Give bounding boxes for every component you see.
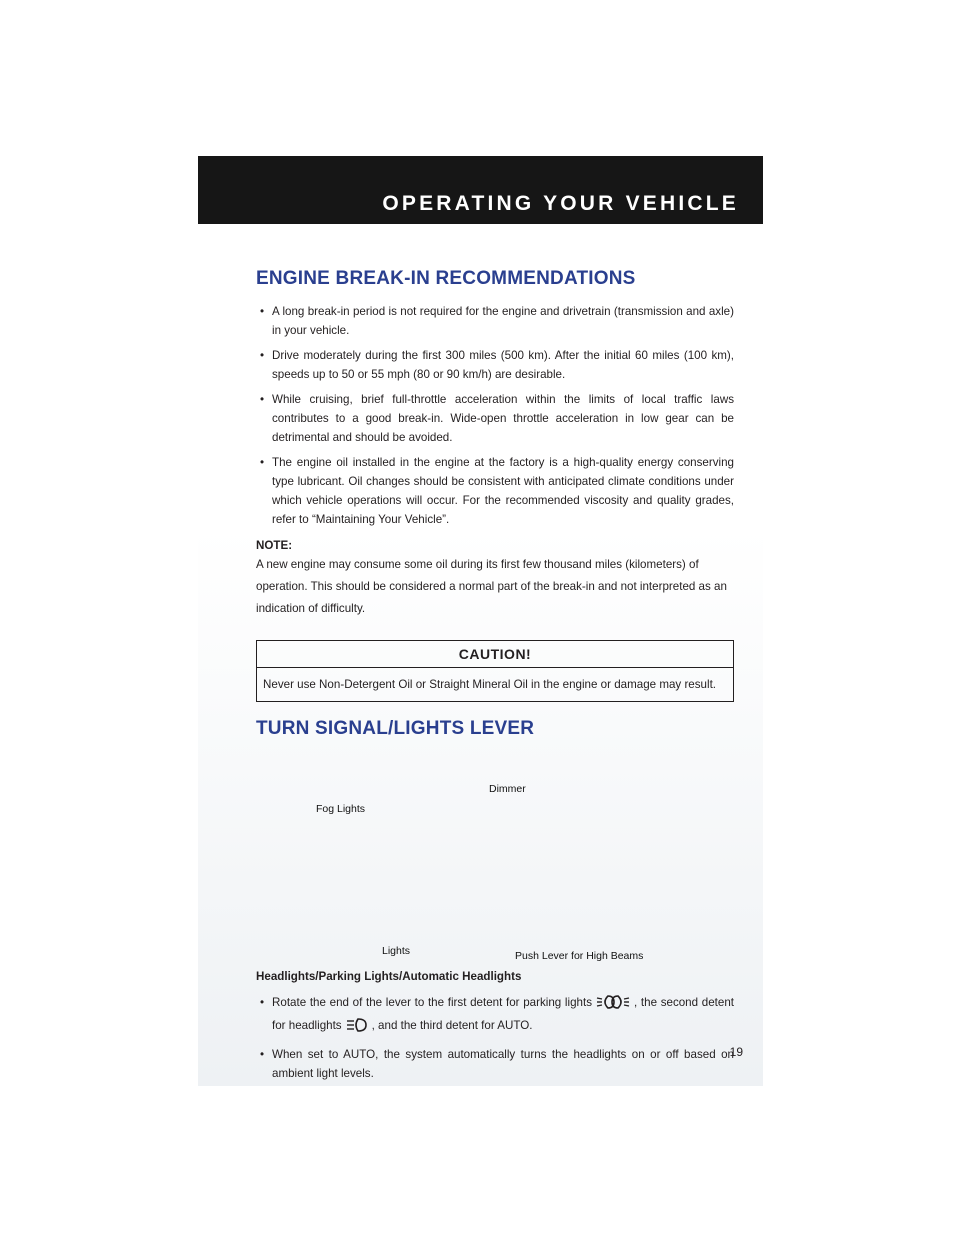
page-header: [198, 156, 763, 224]
page-number: 19: [729, 1045, 743, 1059]
caution-title: CAUTION!: [257, 641, 733, 668]
break-in-list: [256, 302, 734, 529]
list-item: • Drive moderately during the first 300 miles (500 km). After the initial 60 miles (100 km), speeds up to 50 or 55 mph (80 or 90 km/h) are desirable.: [260, 349, 734, 381]
caution-box: [256, 640, 734, 702]
note-label: NOTE:: [256, 539, 293, 552]
subheading-headlights: Headlights/Parking Lights/Automatic Headlights: [256, 970, 522, 983]
list-item: • Rotate the end of the lever to the first detent for parking lights , the second detent for headlights , and the third detent for AUTO.: [256, 993, 734, 1039]
section-heading-turn-signal: TURN SIGNAL/LIGHTS LEVER: [256, 718, 535, 739]
parking-lights-icon: [596, 994, 630, 1016]
lever-diagram: [256, 744, 734, 960]
list-item: • A long break-in period is not required for the engine and drivetrain (transmission and axle) in your vehicle.: [260, 305, 734, 337]
manual-page: [198, 156, 763, 1086]
diagram-label-fog-lights: Fog Lights: [316, 803, 366, 815]
caution-text: Never use Non-Detergent Oil or Straight Mineral Oil in the engine or damage may result.: [263, 678, 717, 691]
section-heading-break-in: ENGINE BREAK-IN RECOMMENDATIONS: [256, 268, 636, 289]
header-title: OPERATING YOUR VEHICLE: [382, 192, 739, 215]
diagram-label-lights: Lights: [382, 945, 411, 957]
headlights-list: [256, 993, 734, 1083]
page-content: [256, 268, 734, 1086]
headlights-icon: [346, 1017, 368, 1039]
note-text: A new engine may consume some oil during its first few thousand miles (kilometers) of operation. This should be considered a normal part of the break-in and not interpreted as an indication of difficulty.: [256, 558, 727, 615]
list-item: • While cruising, brief full-throttle acceleration within the limits of local traffic laws contributes to a good break-in. Wide-open throttle acceleration in low gear can be detrimental and should be avoided.: [260, 393, 734, 444]
diagram-label-push-lever: Push Lever for High Beams: [515, 950, 644, 962]
list-item: • When set to AUTO, the system automatically turns the headlights on or off based on ambient light levels.: [260, 1048, 734, 1080]
diagram-label-dimmer: Dimmer: [489, 783, 526, 795]
list-item: • The engine oil installed in the engine at the factory is a high-quality energy conserving type lubricant. Oil changes should be consistent with anticipated climate conditions under which vehicle operations will occur. For the recommended viscosity and quality grades, refer to “Maintaining Your Vehicle”.: [260, 456, 734, 526]
